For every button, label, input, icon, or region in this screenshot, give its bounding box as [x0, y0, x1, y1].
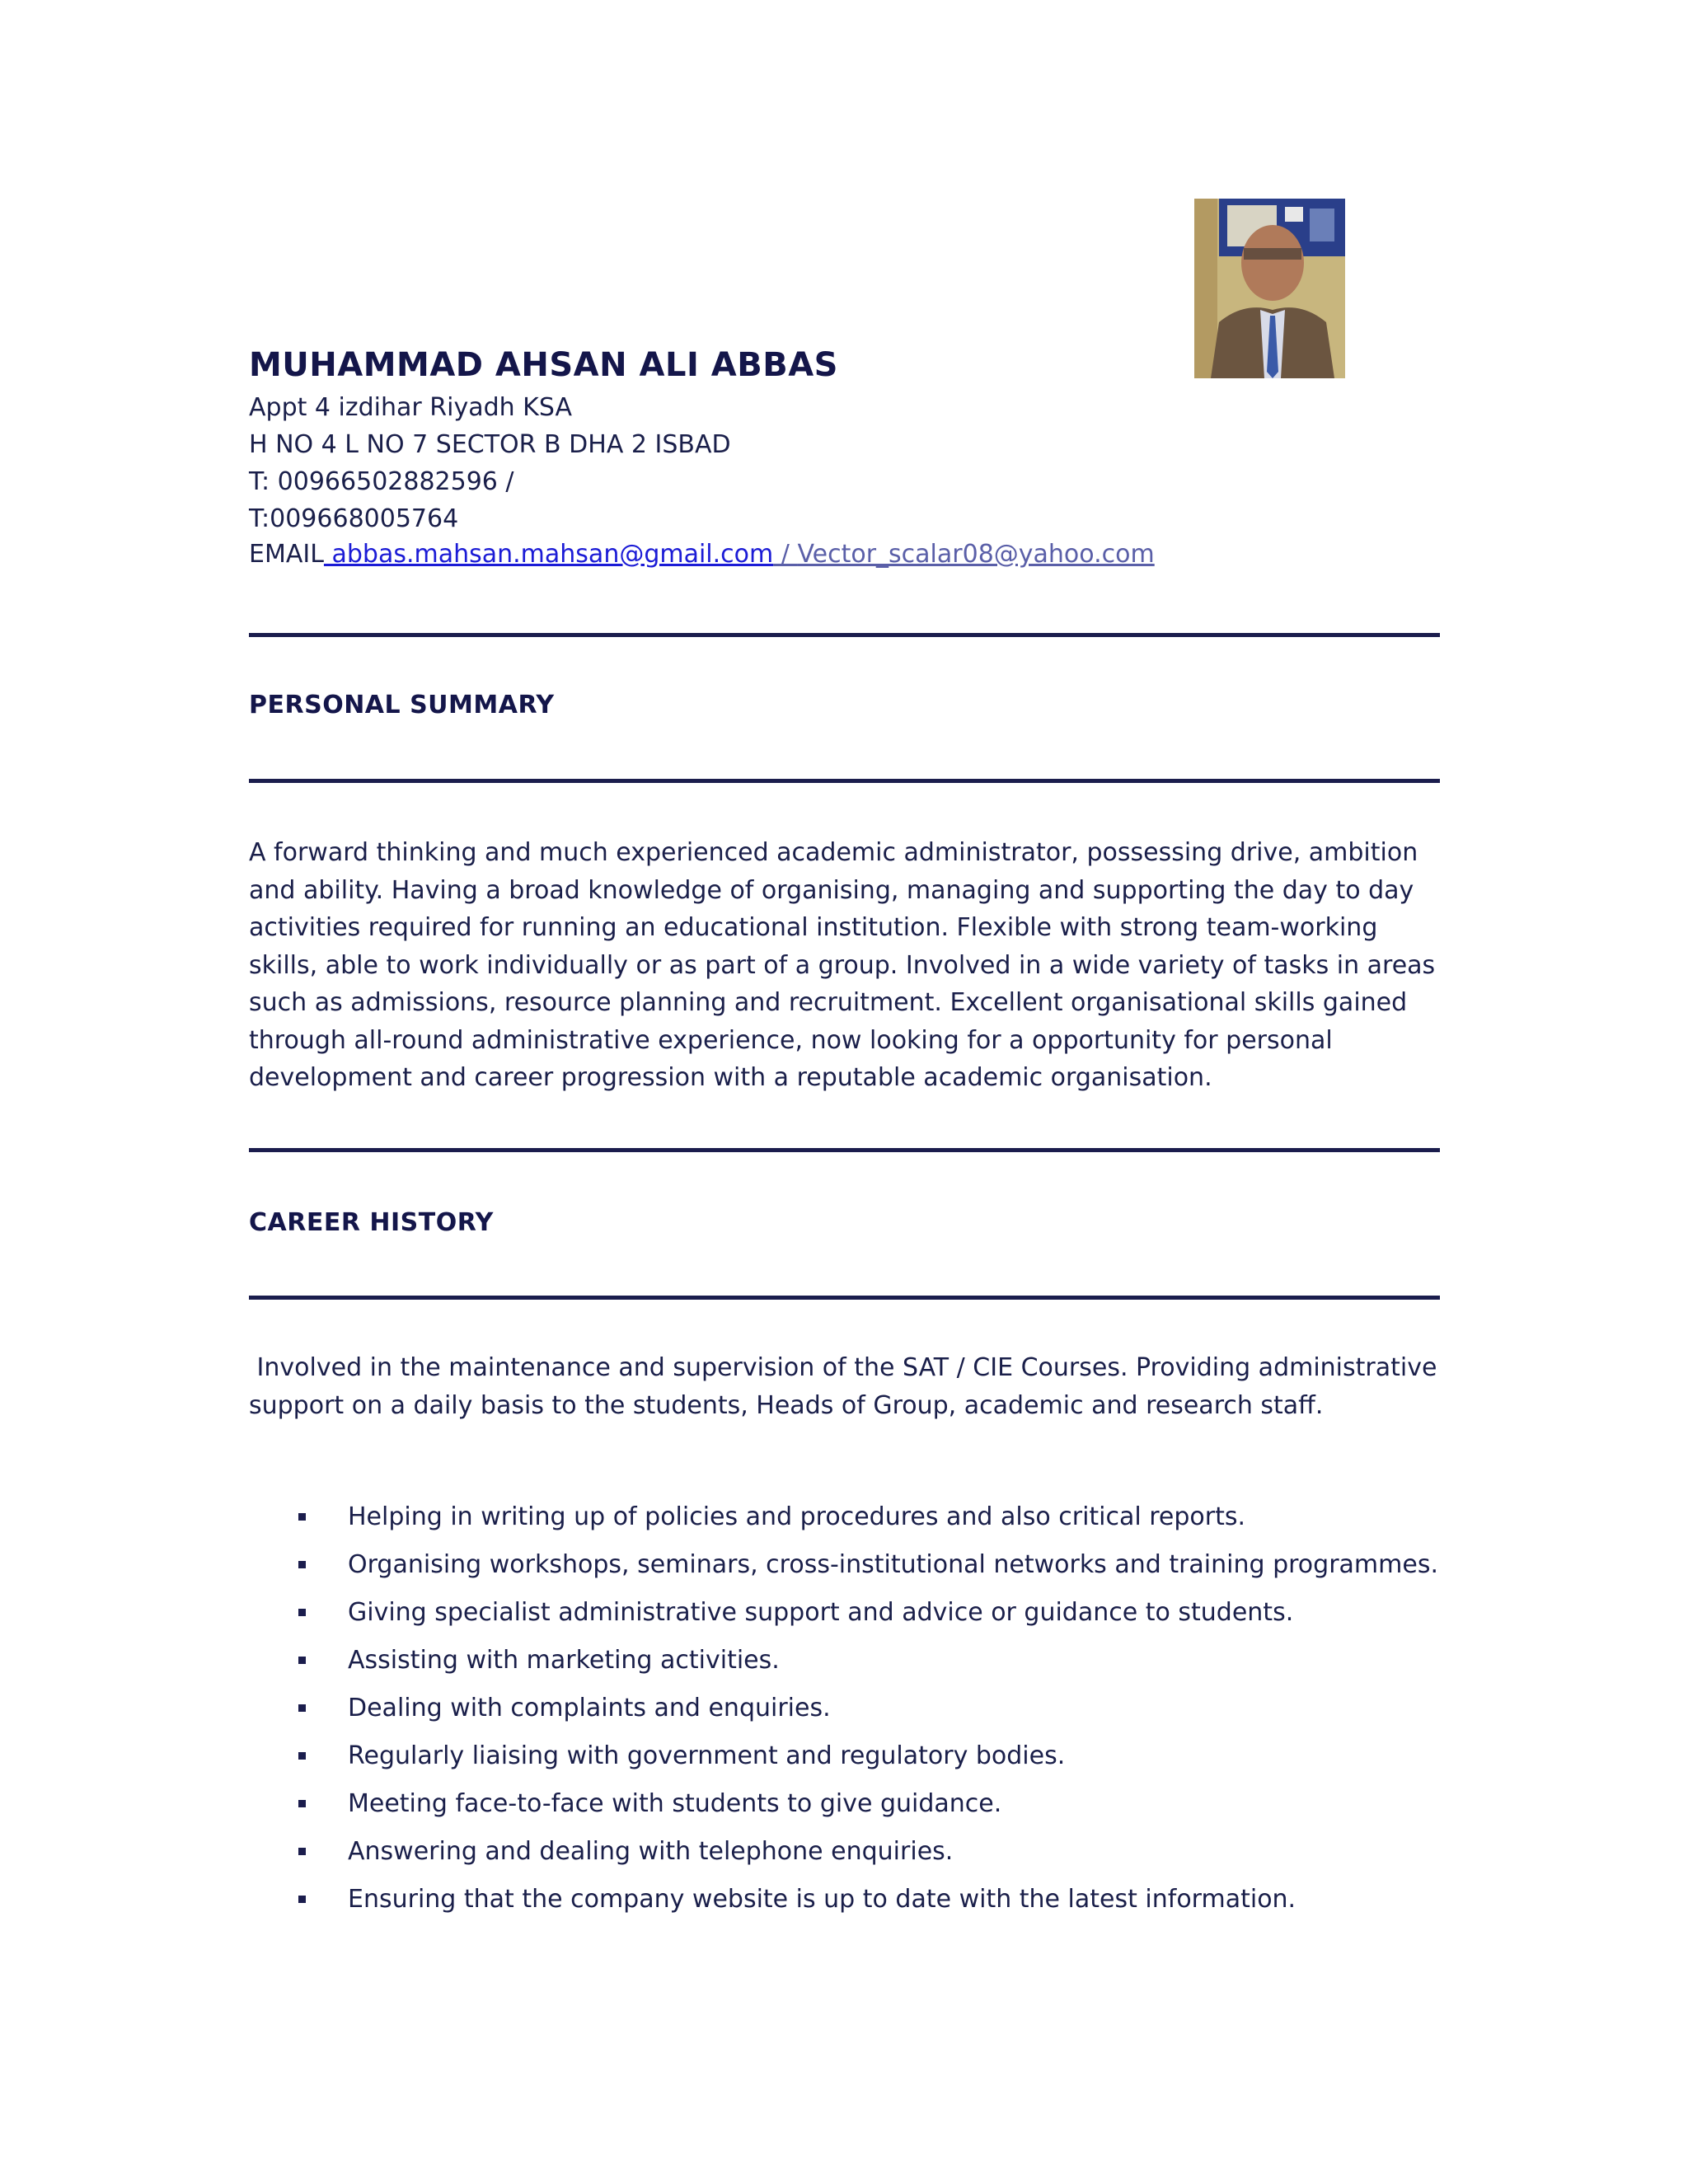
- list-item-text: Regularly liaising with government and regulatory bodies.: [348, 1741, 1066, 1770]
- list-item: [249, 1833, 1444, 1870]
- divider: [249, 633, 1440, 637]
- list-item: [249, 1498, 1444, 1535]
- list-item: [249, 1881, 1444, 1918]
- list-item: [249, 1690, 1444, 1727]
- career-history-heading: CAREER HISTORY: [249, 1208, 494, 1237]
- square-bullet-icon: [298, 1752, 306, 1760]
- square-bullet-icon: [298, 1657, 306, 1664]
- personal-summary-text: A forward thinking and much experienced academic administrator, possessing drive, ambition and ability. Having a broad knowledge of organising, managing and supporting the day to day activities required for running an educational institution. Flexible with strong team-working skills, able to work individually or as part of a group. Involved in a wide variety of tasks in areas such as admissions, resource planning and recruitment. Excellent organisational skills gained through all-round administrative experience, now looking for a opportunity for personal development and career progression with a reputable academic organisation.: [249, 838, 1436, 1092]
- address-line-1: Appt 4 izdihar Riyadh KSA: [249, 393, 572, 422]
- personal-summary-heading: PERSONAL SUMMARY: [249, 691, 555, 719]
- email-line: [249, 540, 1155, 569]
- list-item: [249, 1594, 1444, 1631]
- career-history-intro: Involved in the maintenance and supervision of the SAT / CIE Courses. Providing administrative support on a daily basis to the students, Heads of Group, academic and research staff.: [249, 1353, 1445, 1420]
- divider: [249, 1296, 1440, 1300]
- square-bullet-icon: [298, 1561, 306, 1568]
- square-bullet-icon: [298, 1896, 306, 1903]
- email-separator: /: [773, 540, 798, 569]
- list-item: [249, 1785, 1444, 1822]
- list-item-text: Answering and dealing with telephone enquiries.: [348, 1837, 954, 1866]
- email-secondary-link[interactable]: Vector_scalar08@yahoo.com: [797, 540, 1155, 569]
- list-item: [249, 1737, 1444, 1774]
- list-item-text: Organising workshops, seminars, cross-institutional networks and training programmes.: [348, 1550, 1438, 1579]
- candidate-name: MUHAMMAD AHSAN ALI ABBAS: [249, 346, 838, 384]
- list-item-text: Dealing with complaints and enquiries.: [348, 1694, 831, 1722]
- divider: [249, 779, 1440, 783]
- email-label: EMAIL: [249, 540, 324, 569]
- list-item-text: Helping in writing up of policies and procedures and also critical reports.: [348, 1502, 1246, 1531]
- list-item-text: Giving specialist administrative support and advice or guidance to students.: [348, 1598, 1294, 1627]
- career-history-duties: [249, 1498, 1444, 1929]
- phone-1: T: 00966502882596 /: [249, 467, 514, 496]
- profile-photo: [1194, 199, 1345, 378]
- phone-2: T:009668005764: [249, 504, 459, 533]
- list-item-text: Assisting with marketing activities.: [348, 1646, 780, 1675]
- list-item: [249, 1546, 1444, 1583]
- square-bullet-icon: [298, 1848, 306, 1855]
- email-primary-link[interactable]: abbas.mahsan.mahsan@gmail.com: [323, 540, 774, 569]
- address-line-2: H NO 4 L NO 7 SECTOR B DHA 2 ISBAD: [249, 430, 731, 459]
- list-item-text: Meeting face-to-face with students to give guidance.: [348, 1789, 1002, 1818]
- divider: [249, 1148, 1440, 1152]
- square-bullet-icon: [298, 1609, 306, 1616]
- square-bullet-icon: [298, 1800, 306, 1807]
- square-bullet-icon: [298, 1704, 306, 1712]
- list-item-text: Ensuring that the company website is up to date with the latest information.: [348, 1885, 1296, 1914]
- list-item: [249, 1642, 1444, 1679]
- square-bullet-icon: [298, 1513, 306, 1521]
